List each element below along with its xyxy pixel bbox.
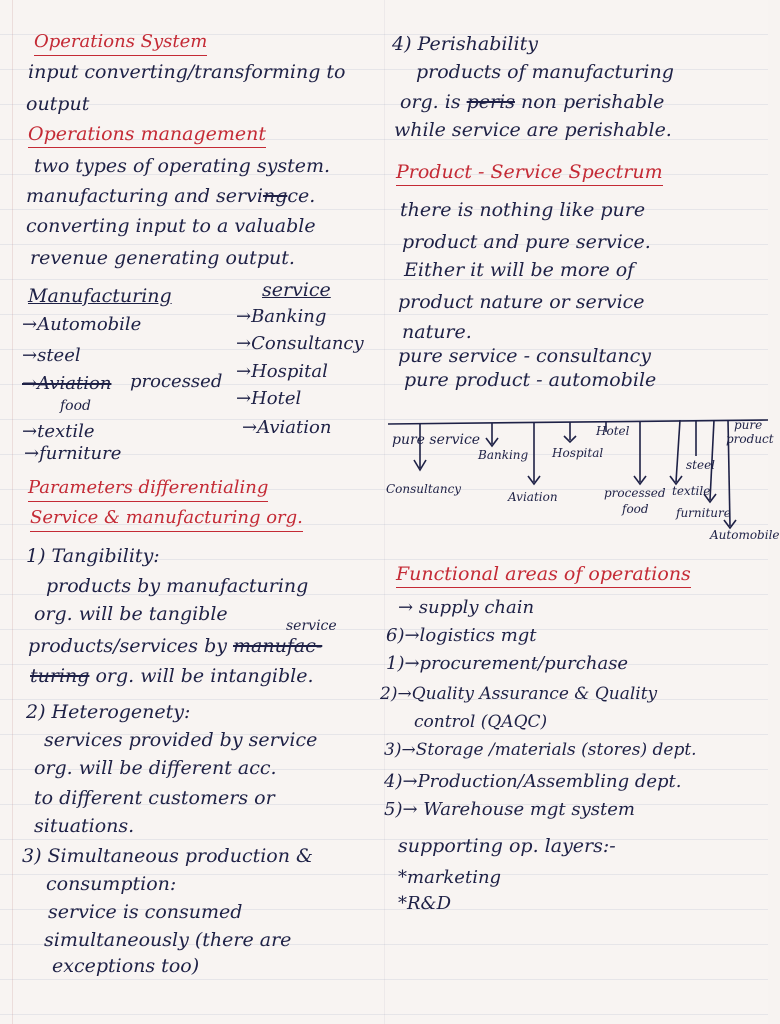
p2-line-1: services provided by service bbox=[44, 729, 318, 751]
p2-line-3: to different customers or bbox=[34, 787, 275, 809]
service-item: →Consultancy bbox=[236, 333, 364, 354]
diagram-right-end-1: pure bbox=[734, 418, 763, 432]
supporting-item: *R&D bbox=[398, 893, 452, 914]
manufacturing-item: food bbox=[60, 398, 92, 414]
functional-item: → supply chain bbox=[398, 597, 535, 618]
perish-line-2-strike: peris bbox=[466, 91, 515, 113]
perish-line-2-b: non perishable bbox=[514, 91, 665, 113]
p1-title: 1) Tangibility: bbox=[26, 545, 160, 567]
ops-system-def-1: input converting/transforming to bbox=[28, 61, 346, 83]
diagram-lower-label: textile bbox=[672, 484, 711, 498]
functional-item: control (QAQC) bbox=[414, 712, 548, 732]
service-item: →Banking bbox=[236, 306, 327, 327]
perish-line-2 bbox=[400, 90, 664, 114]
spectrum-axis-line bbox=[388, 420, 768, 424]
p1-insert: service bbox=[286, 618, 337, 634]
functional-heading: Functional areas of operations bbox=[396, 562, 691, 588]
spectrum-line-4: product nature or service bbox=[398, 291, 645, 313]
diagram-lower-label: Automobile bbox=[710, 528, 780, 542]
diagram-lower-label: furniture bbox=[676, 506, 731, 520]
manufacturing-heading: Manufacturing bbox=[28, 285, 172, 307]
diagram-upper-label: Hotel bbox=[596, 424, 630, 438]
pure-product-line: pure product - automobile bbox=[404, 369, 657, 391]
functional-item: 2)→Quality Assurance & Quality bbox=[380, 684, 658, 704]
functional-item: 5)→ Warehouse mgt system bbox=[384, 799, 635, 820]
p3-line-2: simultaneously (there are bbox=[44, 929, 292, 951]
p3-title-2: consumption: bbox=[46, 873, 177, 895]
p3-line-1: service is consumed bbox=[48, 901, 243, 923]
diagram-lower-label: Aviation bbox=[508, 490, 558, 504]
diagram-upper-label: Banking bbox=[478, 448, 529, 462]
diagram-left-end: pure service bbox=[392, 432, 481, 448]
ops-mgmt-line-2-b: ce. bbox=[287, 185, 316, 207]
pure-service-line: pure service - consultancy bbox=[398, 345, 651, 367]
p2-line-2: org. will be different acc. bbox=[34, 757, 277, 779]
spectrum-line-3: Either it will be more of bbox=[404, 259, 635, 281]
service-heading: service bbox=[262, 279, 331, 301]
p1-line-3-a: products/services by bbox=[28, 635, 234, 657]
ops-system-heading: Operations System bbox=[34, 30, 207, 56]
functional-item: 1)→procurement/purchase bbox=[386, 653, 629, 674]
perish-line-2-a: org. is bbox=[400, 91, 467, 113]
service-item: →Hotel bbox=[236, 388, 302, 409]
spectrum-line-5: nature. bbox=[402, 321, 472, 343]
manufacturing-item: →furniture bbox=[24, 443, 122, 464]
spectrum-line-2: product and pure service. bbox=[402, 231, 651, 253]
p1-line-3 bbox=[28, 634, 322, 658]
manufacturing-item: →Automobile bbox=[22, 314, 142, 335]
diagram-upper-label: steel bbox=[686, 458, 716, 472]
ops-mgmt-heading: Operations management bbox=[28, 122, 266, 148]
manufacturing-item: →textile bbox=[22, 421, 95, 442]
ops-mgmt-line-1: two types of operating system. bbox=[34, 155, 331, 177]
ops-mgmt-line-2 bbox=[26, 184, 315, 208]
p3-line-3: exceptions too) bbox=[52, 955, 200, 977]
perish-line-3: while service are perishable. bbox=[394, 119, 672, 141]
ops-system-def-2: output bbox=[26, 93, 90, 115]
margin-line bbox=[12, 0, 13, 1024]
params-heading-2: Service & manufacturing org. bbox=[30, 506, 303, 532]
ops-mgmt-line-2-a: manufacturing and servi bbox=[26, 185, 263, 207]
ops-mgmt-line-2-strike: ng bbox=[262, 185, 288, 207]
perish-line-1: products of manufacturing bbox=[416, 61, 674, 83]
p1-line-4 bbox=[30, 664, 314, 688]
manufacturing-item: processed bbox=[130, 371, 223, 392]
p1-line-3-strike: manufac- bbox=[233, 635, 323, 657]
service-item: →Aviation bbox=[242, 417, 332, 438]
diagram-lower-label: Consultancy bbox=[386, 482, 462, 496]
service-item: →Hospital bbox=[236, 361, 328, 382]
diagram-lower-label: food bbox=[622, 502, 649, 516]
diagram-right-end-2: product bbox=[726, 432, 774, 446]
manufacturing-item: →steel bbox=[22, 345, 81, 366]
p2-title: 2) Heterogenety: bbox=[26, 701, 191, 723]
p1-line-4-strike: turing bbox=[30, 665, 90, 687]
supporting-item: *marketing bbox=[398, 867, 502, 888]
functional-item: 3)→Storage /materials (stores) dept. bbox=[384, 740, 697, 760]
p2-line-4: situations. bbox=[34, 815, 135, 837]
p1-line-2: org. will be tangible bbox=[34, 603, 228, 625]
p1-line-1: products by manufacturing bbox=[46, 575, 309, 597]
supporting-heading: supporting op. layers:- bbox=[398, 835, 616, 857]
p1-line-4-b: org. will be intangible. bbox=[89, 665, 314, 687]
spectrum-heading: Product - Service Spectrum bbox=[396, 160, 663, 186]
functional-item: 6)→logistics mgt bbox=[386, 625, 537, 646]
ops-mgmt-line-4: revenue generating output. bbox=[30, 247, 295, 269]
p3-title-1: 3) Simultaneous production & bbox=[22, 845, 313, 867]
ops-mgmt-line-3: converting input to a valuable bbox=[26, 215, 316, 237]
diagram-upper-label: Hospital bbox=[552, 446, 604, 460]
perish-title: 4) Perishability bbox=[392, 33, 538, 55]
params-heading-1: Parameters differentialing bbox=[28, 476, 268, 502]
diagram-lower-label: processed bbox=[604, 486, 666, 500]
spectrum-line-1: there is nothing like pure bbox=[400, 199, 646, 221]
down-tick bbox=[676, 420, 680, 482]
functional-item: 4)→Production/Assembling dept. bbox=[384, 771, 682, 792]
manufacturing-item-struck: →Aviation bbox=[22, 373, 112, 394]
